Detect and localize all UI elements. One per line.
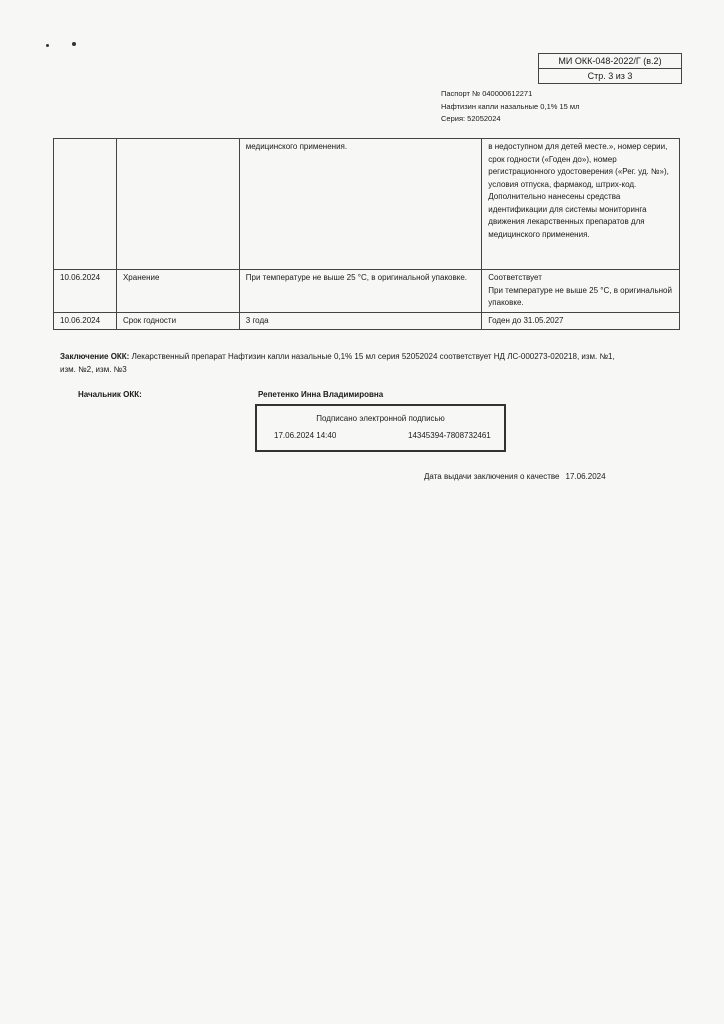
table-row xyxy=(54,139,680,270)
head-label: Начальник ОКК: xyxy=(78,390,142,399)
cell-parameter xyxy=(116,139,239,270)
signature-datetime: 17.06.2024 14:40 xyxy=(274,431,337,440)
cell-result: Годен до 31.05.2027 xyxy=(482,312,680,330)
cell-requirement: При температуре не выше 25 °С, в оригинальной упаковке. xyxy=(239,270,482,313)
issue-label: Дата выдачи заключения о качестве xyxy=(424,472,560,481)
conclusion xyxy=(60,350,620,376)
page-number: Стр. 3 из 3 xyxy=(539,68,681,83)
quality-table xyxy=(53,138,680,330)
signature-code: 14345394-7808732461 xyxy=(408,431,491,440)
cell-date xyxy=(54,139,117,270)
cell-result: в недоступном для детей месте.», номер серии, срок годности («Годен до»), номер регистрационного удостоверения («Рег. уд. №»), условия отпуска, фармакод, штрих-код. Дополнительно нанесены средства идентификации для системы мониторинга движения лекарственных препаратов для медицинского применения. xyxy=(482,139,680,270)
conclusion-label: Заключение ОКК: xyxy=(60,352,130,361)
electronic-signature-stamp xyxy=(255,404,506,452)
table-row xyxy=(54,312,680,330)
conclusion-text: Лекарственный препарат Нафтизин капли назальные 0,1% 15 мл серия 52052024 соответствует НД ЛС-000273-020218, изм. №1, изм. №2, изм. №3 xyxy=(60,352,615,374)
cell-result xyxy=(482,270,680,313)
result-detail: При температуре не выше 25 °С, в оригинальной упаковке. xyxy=(488,285,672,307)
cell-parameter: Срок годности xyxy=(116,312,239,330)
head-name: Репетенко Инна Владимировна xyxy=(258,390,384,399)
cell-date: 10.06.2024 xyxy=(54,270,117,313)
scan-speck xyxy=(46,44,49,47)
scan-speck xyxy=(72,42,76,46)
cell-date: 10.06.2024 xyxy=(54,312,117,330)
cell-parameter: Хранение xyxy=(116,270,239,313)
series-number: Серия: 52052024 xyxy=(441,114,501,123)
signature-title: Подписано электронной подписью xyxy=(316,414,445,423)
document-code-box xyxy=(538,53,682,84)
product-name: Нафтизин капли назальные 0,1% 15 мл xyxy=(441,101,580,111)
table-row xyxy=(54,270,680,313)
cell-requirement: 3 года xyxy=(239,312,482,330)
result-status: Соответствует xyxy=(488,273,542,282)
cell-requirement: медицинского применения. xyxy=(239,139,482,270)
passport-info xyxy=(441,88,579,126)
issue-date: 17.06.2024 xyxy=(565,472,606,481)
passport-number: Паспорт № 040000612271 xyxy=(441,89,533,98)
issue-date-line xyxy=(424,472,606,481)
document-code: МИ ОКК-048-2022/Г (в.2) xyxy=(558,56,662,66)
